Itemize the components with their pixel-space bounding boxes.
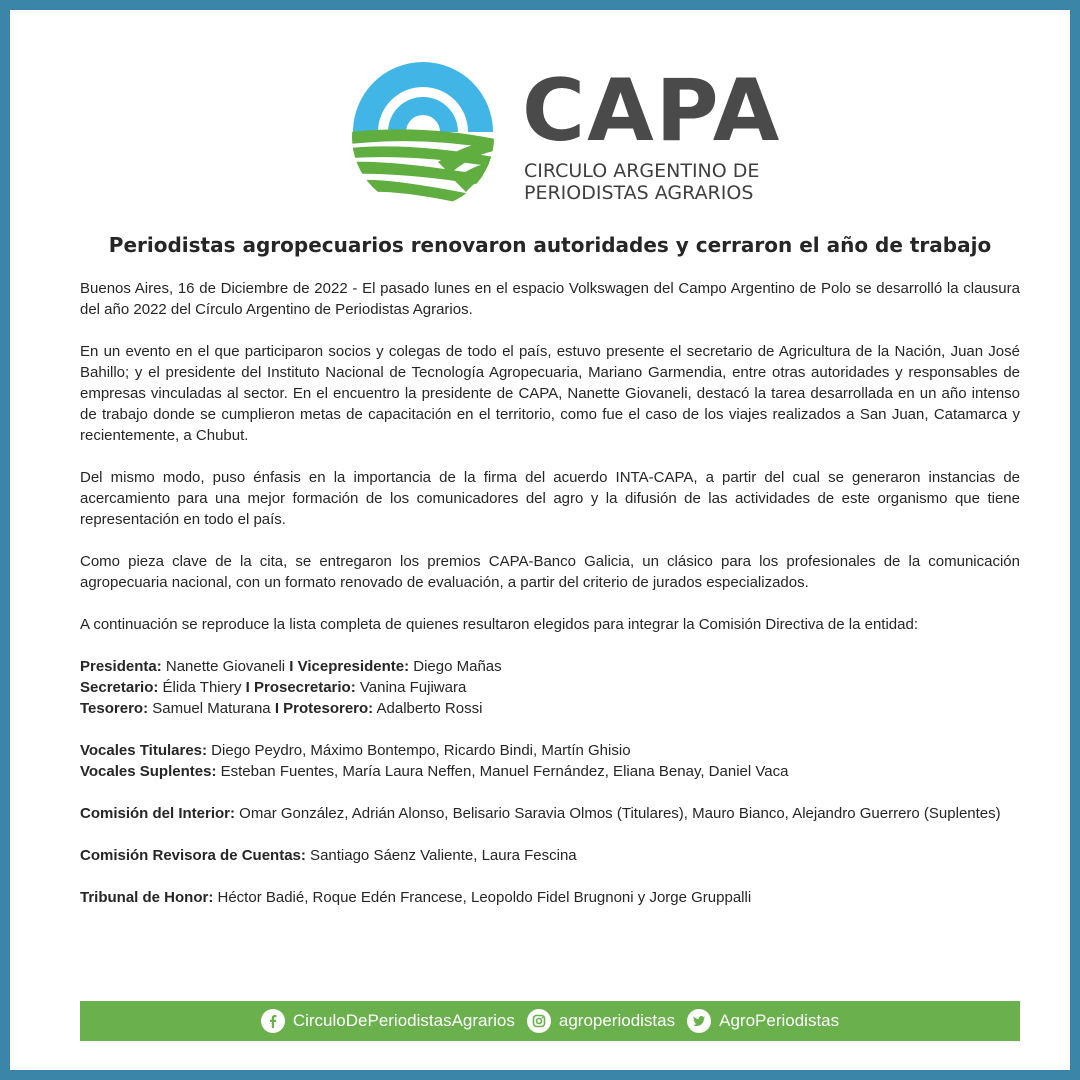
- capa-logo-mark: [350, 62, 500, 212]
- brand-name: CAPA: [522, 61, 782, 161]
- role-value: Omar González, Adrián Alonso, Belisario Saravia Olmos (Titulares), Mauro Bianco, Alejandro Guerrero (Suplentes): [235, 805, 1001, 822]
- officers-row: [80, 698, 1020, 719]
- role-label: Vicepresidente:: [297, 658, 410, 675]
- role-label: Vocales Suplentes:: [80, 763, 217, 780]
- twitter-icon: [687, 1009, 711, 1033]
- role-value: Nanette Giovaneli: [161, 658, 290, 675]
- instagram-link[interactable]: [527, 1009, 675, 1033]
- paragraph: Del mismo modo, puso énfasis en la importancia de la firma del acuerdo INTA-CAPA, a partir del cual se generaron instancias de acercamiento para una mejor formación de los comunicadores del agro y la difusión de las actividades de este organismo que tiene representación en todo el país.: [80, 469, 1020, 528]
- brand-subtitle-line1: CIRCULO ARGENTINO DE: [524, 160, 760, 182]
- role-value: Diego Mañas: [409, 658, 502, 675]
- role-value: Samuel Maturana: [148, 700, 275, 717]
- headline: Periodistas agropecuarios renovaron autoridades y cerraron el año de trabajo: [108, 233, 992, 257]
- role-value: Santiago Sáenz Valiente, Laura Fescina: [305, 847, 577, 864]
- comision-interior: [80, 803, 1020, 824]
- role-label: Prosecretario:: [253, 679, 356, 696]
- officers-row: [80, 656, 1020, 677]
- role-label: Protesorero:: [283, 700, 374, 717]
- comision-revisora: [80, 845, 1020, 866]
- instagram-icon: [527, 1009, 551, 1033]
- twitter-link[interactable]: [687, 1009, 839, 1033]
- vocales-list: [80, 740, 1020, 782]
- vocales-row: [80, 761, 1020, 782]
- capa-logo: [350, 61, 782, 212]
- paragraph: Buenos Aires, 16 de Diciembre de 2022 - El pasado lunes en el espacio Volkswagen del Campo Argentino de Polo se desarrolló la clausura del año 2022 del Círculo Argentino de Periodistas Agrarios.: [80, 280, 1020, 318]
- officers-row: [80, 677, 1020, 698]
- brand-subtitle: [524, 160, 759, 204]
- instagram-handle: agroperiodistas: [558, 1011, 676, 1030]
- role-label: Comisión del Interior:: [80, 805, 236, 822]
- separator: I: [245, 679, 254, 696]
- role-label: Tesorero:: [80, 700, 149, 717]
- role-label: Secretario:: [80, 679, 159, 696]
- facebook-handle: CirculoDePeriodistasAgrarios: [292, 1011, 515, 1030]
- paragraph: Como pieza clave de la cita, se entregaron los premios CAPA-Banco Galicia, un clásico para los profesionales de la comunicación agropecuaria nacional, con un formato renovado de evaluación, a partir del criterio de jurados especializados.: [80, 553, 1020, 591]
- role-label: Vocales Titulares:: [80, 742, 208, 759]
- social-footer: [80, 1001, 1020, 1041]
- separator: I: [274, 700, 284, 717]
- role-value: Esteban Fuentes, María Laura Neffen, Manuel Fernández, Eliana Benay, Daniel Vaca: [216, 763, 789, 780]
- twitter-handle: AgroPeriodistas: [719, 1011, 840, 1030]
- paragraph: En un evento en el que participaron socios y colegas de todo el país, estuvo presente el secretario de Agricultura de la Nación, Juan José Bahillo; y el presidente del Instituto Nacional de Tecnología Agropecuaria, Mariano Garmendia, entre otras autoridades y responsables de empresas vinculadas al sector. En el encuentro la presidente de CAPA, Nanette Giovaneli, destacó la tarea desarrollada en un año intenso de trabajo donde se cumplieron metas de capacitación en el territorio, como fue el caso de los viajes realizados a San Juan, Catamarca y recientemente, a Chubut.: [80, 343, 1020, 444]
- role-value: Adalberto Rossi: [373, 700, 483, 717]
- role-value: Diego Peydro, Máximo Bontempo, Ricardo Bindi, Martín Ghisio: [207, 742, 631, 759]
- article-body: [80, 278, 1020, 929]
- role-label: Comisión Revisora de Cuentas:: [80, 847, 306, 864]
- role-value: Héctor Badié, Roque Edén Francese, Leopoldo Fidel Brugnoni y Jorge Gruppalli: [213, 889, 752, 906]
- vocales-row: [80, 740, 1020, 761]
- facebook-link[interactable]: [261, 1009, 515, 1033]
- role-value: Élida Thiery: [158, 679, 246, 696]
- paragraph: A continuación se reproduce la lista completa de quienes resultaron elegidos para integrar la Comisión Directiva de la entidad:: [80, 616, 918, 633]
- brand-subtitle-line2: PERIODISTAS AGRARIOS: [524, 182, 754, 204]
- role-label: Tribunal de Honor:: [80, 889, 214, 906]
- tribunal-honor: [80, 887, 1020, 908]
- role-value: Vanina Fujiwara: [355, 679, 467, 696]
- officers-list: [80, 656, 1020, 719]
- separator: I: [289, 658, 298, 675]
- role-label: Presidenta:: [80, 658, 162, 675]
- facebook-icon: [261, 1009, 285, 1033]
